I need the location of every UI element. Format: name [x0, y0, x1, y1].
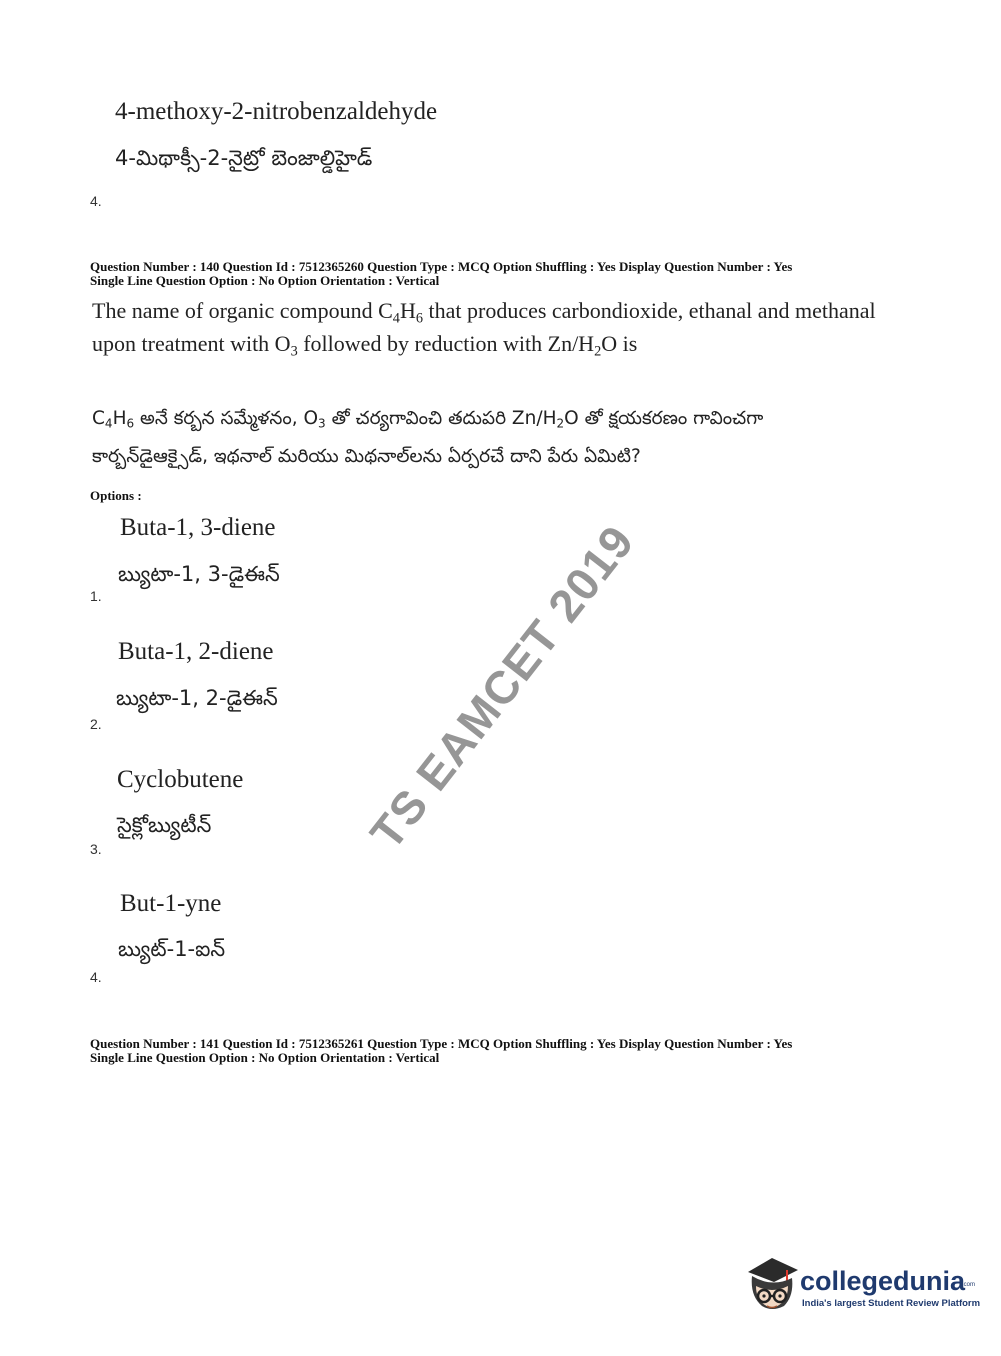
option-3-telugu: సైక్లోబ్యుటీన్: [117, 813, 212, 837]
q140-en1-a: The name of organic compound C: [92, 298, 393, 323]
option-1-english: Buta-1, 3-diene: [120, 514, 276, 541]
question-141-meta-line2: Single Line Question Option : No Option Orientation : Vertical: [90, 1050, 440, 1065]
q140-en2-a: upon treatment with O: [92, 331, 291, 356]
option-4-english: But-1-yne: [120, 890, 222, 917]
q140-te1-sub4: 2: [556, 416, 565, 431]
q140-te1-c: అనే కర్బన సమ్మేళనం, O: [134, 408, 319, 429]
option-3-number: 3.: [90, 841, 102, 857]
q140-en2-b: followed by reduction with Zn/H: [297, 331, 595, 356]
question-140-text-te-line1: [92, 408, 763, 433]
q140-te1-sub3: 3: [318, 416, 326, 431]
prev-option-english: 4-methoxy-2-nitrobenzaldehyde: [115, 98, 438, 125]
q140-en1-sub1: 4: [392, 310, 400, 327]
options-label: Options :: [90, 488, 142, 503]
q140-en2-c: O is: [601, 331, 638, 356]
question-140-meta: [90, 260, 792, 288]
prev-option-telugu: 4-మిథాక్సీ-2-నైట్రో బెంజాల్డిహైడ్: [115, 146, 373, 170]
question-140-meta-line2: Single Line Question Option : No Option Orientation : Vertical: [90, 273, 440, 288]
logo-tagline: India's largest Student Review Platform: [802, 1298, 981, 1309]
option-1-number: 1.: [90, 588, 102, 604]
collegedunia-logo: [742, 1252, 981, 1318]
q140-te1-sub2: 6: [126, 416, 135, 431]
logo-name: collegedunia: [800, 1266, 966, 1296]
option-1-telugu: బ్యుటా-1, 3-డైఈన్: [118, 562, 280, 586]
question-140-text-te-line2: కార్బన్‌డైఆక్సైడ్, ఇథనాల్ మరియు మిథనాల్‌లను ఏర్పరచే దాని పేరు ఏమిటి?: [92, 446, 641, 467]
option-2-telugu: బ్యుటా-1, 2-డైఈన్: [116, 686, 278, 710]
option-3-english: Cyclobutene: [117, 766, 244, 793]
q140-te1-sub1: 4: [104, 416, 113, 431]
prev-option-number: 4.: [90, 193, 102, 209]
question-140-meta-line1: Question Number : 140 Question Id : 7512365260 Question Type : MCQ Option Shuffling : Yes Display Question Number : Yes: [90, 259, 793, 274]
q140-te1-b: H: [112, 408, 127, 429]
option-4-telugu: బ్యుట్-1-ఐన్: [118, 937, 226, 961]
q140-en1-sub2: 6: [415, 310, 423, 327]
q140-te1-e: O తో క్షయకరణం గావించగా: [564, 408, 764, 429]
option-2-number: 2.: [90, 716, 102, 732]
option-4-number: 4.: [90, 969, 102, 985]
q140-te1-a: C: [92, 408, 105, 429]
question-141-meta-line1: Question Number : 141 Question Id : 7512365261 Question Type : MCQ Option Shuffling : Yes Display Question Number : Yes: [90, 1036, 793, 1051]
q140-en1-c: that produces carbondioxide, ethanal and methanal: [423, 298, 876, 323]
q140-en1-b: H: [399, 298, 416, 323]
mascot-icon: [742, 1252, 800, 1314]
q140-en2-sub2: 2: [594, 343, 602, 360]
logo-suffix: .com: [962, 1282, 976, 1288]
q140-te1-d: తో చర్యగావించి తదుపరి Zn/H: [325, 408, 557, 429]
option-2-english: Buta-1, 2-diene: [118, 638, 274, 665]
question-140-text-en-line2: [92, 331, 637, 360]
question-140-text-en-line1: [92, 298, 876, 327]
q140-en2-sub1: 3: [290, 343, 298, 360]
watermark: TS EAMCET 2019: [359, 515, 645, 859]
question-141-meta: [90, 1037, 792, 1065]
